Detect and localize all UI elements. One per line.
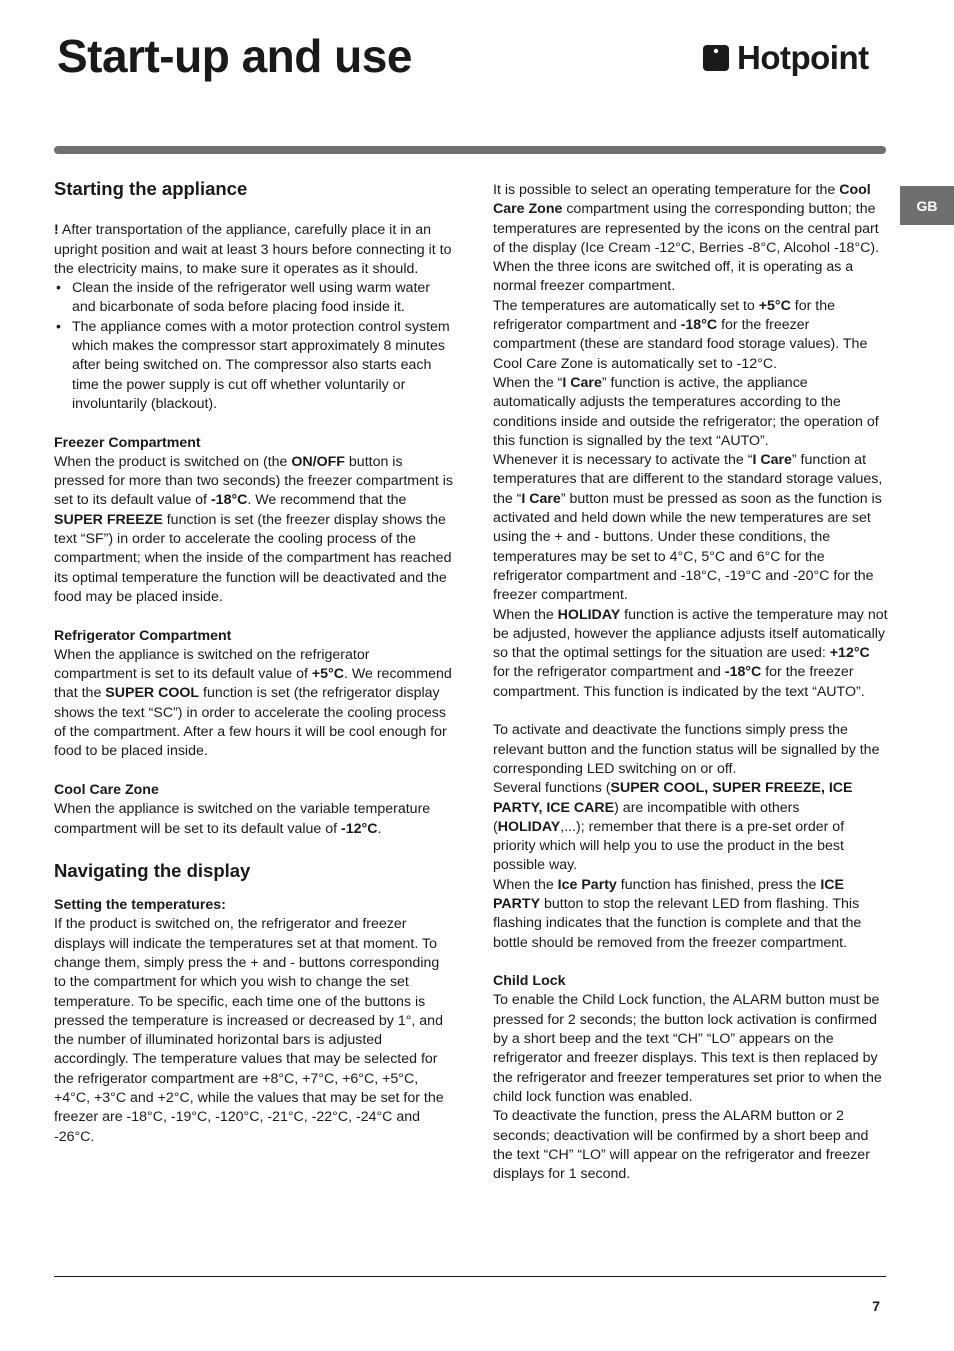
- cool-care-zone-paragraph: When the appliance is switched on the variable temperature compartment will be set to its default value of -12°C.: [54, 801, 431, 837]
- incompatible-functions-paragraph: Several functions (SUPER COOL, SUPER FREEZE, ICE PARTY, ICE CARE) are incompatible with others (HOLIDAY,...); remember that there is a pre-set order of priority which will help you to use the product in the best possible way.: [493, 780, 853, 874]
- child-lock-enable-paragraph: To enable the Child Lock function, the ALARM button must be pressed for 2 seconds; the button lock activation is confirmed by a short beep and the text “CH” “LO” appears on the refrigerator and freezer displays. This text is then replaced by the refrigerator and freezer temperatures set prior to when the child lock function was enabled.: [493, 992, 882, 1105]
- brand-name: Hotpoint: [737, 39, 869, 76]
- warning-mark: !: [54, 222, 59, 239]
- right-column: [493, 181, 889, 1184]
- subheading-refrigerator: Refrigerator Compartment: [54, 627, 232, 644]
- list-item: • The appliance comes with a motor protection control system which makes the compressor start approximately 8 minutes after being switched on. The compressor also starts each time the power supply is cut off whether voluntarily or involuntarily (blackout).: [54, 318, 454, 414]
- list-item: • Clean the inside of the refrigerator well using warm water and bicarbonate of soda before placing food inside it.: [54, 279, 454, 318]
- language-tab: GB: [900, 186, 954, 225]
- i-care-paragraph: When the “I Care” function is active, the appliance automatically adjusts the temperatures according to the conditions inside and outside the refrigerator; the operation of this function is signalled by the text “AUTO”.: [493, 374, 879, 449]
- header-divider: [54, 146, 886, 154]
- footer-divider: [54, 1276, 886, 1277]
- setting-temperatures-paragraph: If the product is switched on, the refrigerator and freezer displays will indicate the temperatures set at that moment. To change them, simply press the + and - buttons corresponding to the compartment for which you wish to change the set temperature. To be specific, each time one of the buttons is pressed the temperature is increased or decreased by 1°, and the number of illuminated horizontal bars is adjusted accordingly. The temperature values that may be selected for the refrigerator compartment are +8°C, +7°C, +6°C, +5°C, +4°C, +3°C and +2°C, while the values that may be set for the freezer are -18°C, -19°C, -120°C, -21°C, -22°C, -24°C and -26°C.: [54, 916, 444, 1145]
- section-heading-navigating: Navigating the display: [54, 860, 251, 882]
- cool-care-select-paragraph: It is possible to select an operating temperature for the Cool Care Zone compartment using the corresponding button; the temperatures are represented by the icons on the central part of the display (Ice Cream -12°C, Berries -8°C, Alcohol -18°C). When the three icons are switched off, it is operating as a normal freezer compartment.: [493, 182, 880, 295]
- page-number: 7: [872, 1298, 880, 1314]
- brand-logo: [702, 40, 869, 76]
- subheading-freezer: Freezer Compartment: [54, 434, 201, 451]
- left-column: [54, 176, 454, 1147]
- bullet-list: [54, 279, 454, 414]
- ice-party-paragraph: When the Ice Party function has finished, press the ICE PARTY button to stop the relevant LED from flashing. This flashing indicates that the function is complete and that the bottle should be removed from the freezer compartment.: [493, 876, 862, 951]
- subheading-setting-temperatures: Setting the temperatures:: [54, 897, 226, 914]
- refrigerator-paragraph: When the appliance is switched on the refrigerator compartment is set to its default value of +5°C. We recommend that the SUPER COOL function is set (the refrigerator display shows the text “SC”) in order to accelerate the cooling process of the compartment. After a few hours it will be cool enough for food to be placed inside.: [54, 646, 452, 760]
- subheading-child-lock: Child Lock: [493, 973, 566, 990]
- holiday-paragraph: When the HOLIDAY function is active the temperature may not be adjusted, however the appliance adjusts itself automatically so that the optimal settings for the situation are used: +12°C for the refrigerator compartment and -18°C for the freezer compartment. This function is indicated by the text “AUTO”.: [493, 606, 888, 700]
- child-lock-disable-paragraph: To deactivate the function, press the ALARM button or 2 seconds; deactivation will be confirmed by a short beep and the text “CH” “LO” will appear on the refrigerator and freezer displays for 1 second.: [493, 1108, 870, 1183]
- page-title: Start-up and use: [57, 30, 412, 82]
- subheading-cool-care-zone: Cool Care Zone: [54, 781, 159, 798]
- section-heading-starting: Starting the appliance: [54, 178, 248, 199]
- activate-functions-paragraph: To activate and deactivate the functions simply press the relevant button and the function status will be signalled by the corresponding LED switching on or off.: [493, 722, 880, 777]
- hotpoint-logo-icon: [702, 44, 730, 72]
- warning-paragraph: ! After transportation of the appliance, carefully place it in an upright position and wait at least 3 hours before connecting it to the electricity mains, to make sure it operates as it should.: [54, 222, 452, 277]
- freezer-paragraph: When the product is switched on (the ON/OFF button is pressed for more than two seconds) the freezer compartment is set to its default value of -18°C. We recommend that the SUPER FREEZE function is set (the freezer display shows the text “SF”) in order to accelerate the cooling process of the compartment; when the inside of the compartment has reached its optimal temperature the function will be deactivated and the food may be placed inside.: [54, 453, 454, 605]
- auto-temperature-paragraph: The temperatures are automatically set to +5°C for the refrigerator compartment and -18°C for the freezer compartment (these are standard food storage values). The Cool Care Zone is automatically set to -12°C.: [493, 297, 868, 372]
- i-care-custom-paragraph: Whenever it is necessary to activate the “I Care” function at temperatures that are different to the standard storage values, the “I Care” button must be pressed as soon as the function is activated and held down while the new temperatures are set using the + and - buttons. Under these conditions, the temperatures may be set to 4°C, 5°C and 6°C for the refrigerator compartment and -18°C, -19°C and -20°C for the freezer compartment.: [493, 452, 883, 604]
